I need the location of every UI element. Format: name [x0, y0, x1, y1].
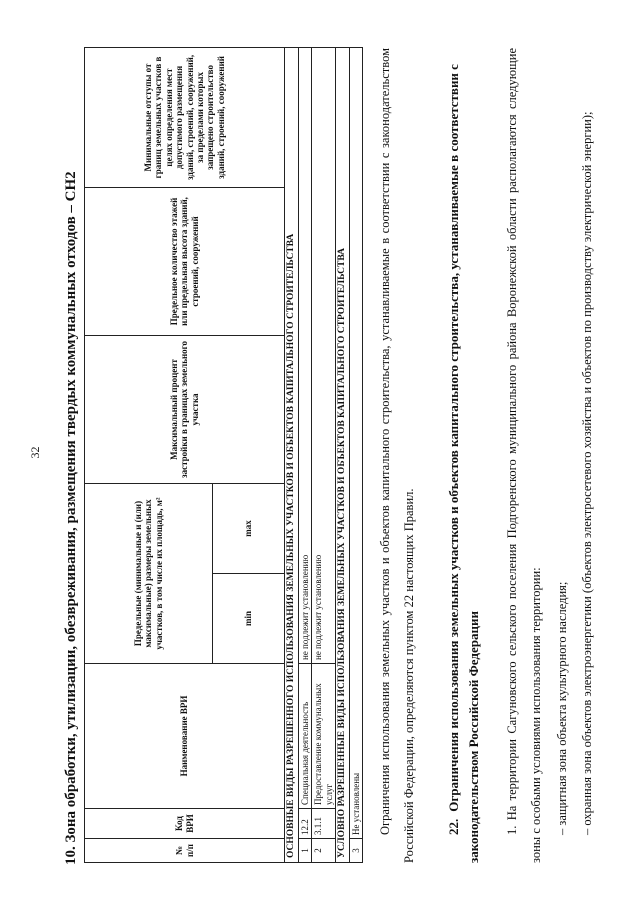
header-max: max: [213, 483, 285, 573]
header-setback: Минимальные отступы от границ земельных участков в целях определения мест допустимого размещения зданий, строений, сооружений, за пределами которых запрещено строительство зданий, строений, сооружений: [85, 47, 285, 187]
row-name: Специальная деятельность: [298, 664, 311, 809]
header-min: min: [213, 574, 285, 664]
page-number: 32: [28, 446, 42, 459]
header-num: № п/п: [85, 839, 285, 863]
section-main-uses: ОСНОВНЫЕ ВИДЫ РАЗРЕШЕННОГО ИСПОЛЬЗОВАНИЯ ЗЕМЕЛЬНЫХ УЧАСТКОВ И ОБЪЕКТОВ КАПИТАЛЬНОГО СТРОИТЕЛЬСТВА: [285, 47, 299, 862]
header-name: Наименование ВРИ: [85, 664, 285, 809]
table-row: [349, 47, 362, 862]
header-code: Код ВРИ: [85, 809, 285, 839]
table-row: [312, 47, 336, 862]
row-num: 1: [298, 839, 311, 863]
regulations-table: [84, 47, 363, 863]
row-value: не подлежит установлению: [312, 47, 336, 663]
section-22-heading: [444, 48, 484, 863]
list-item: – охранная зона объектов электроэнергетики (объектов электросетевого хозяйства и объектов по производству электрической энергии);: [580, 111, 594, 835]
zones-paragraph: 1. На территории Сагуновского сельского поселения Подгоренского муниципального района Воронежской области располагаются следующие зоны с особыми условиями использования территории:: [505, 48, 543, 863]
row-name: Предоставление коммунальных услуг: [312, 664, 336, 809]
row-value: не подлежит установлению: [298, 47, 311, 663]
row-num: 3: [349, 839, 362, 863]
header-area-group: Предельные (минимальные и (или) максимальные) размеры земельных участков, в том числе их площадь, м²: [85, 483, 213, 663]
table-row: [298, 47, 311, 862]
row-num: 2: [312, 839, 336, 863]
row-name: Не установлены: [349, 47, 362, 838]
section-22-text: Ограничения использования земельных участков и объектов капитального строительства, устанавливаемые в соответствии с законодательством Российской Федерации: [446, 64, 481, 863]
row-code: 12.2: [298, 809, 311, 839]
section-conditional-uses: УСЛОВНО РАЗРЕШЕННЫЕ ВИДЫ ИСПОЛЬЗОВАНИЯ ЗЕМЕЛЬНЫХ УЧАСТКОВ И ОБЪЕКТОВ КАПИТАЛЬНОГО СТРОИТЕЛЬСТВА: [335, 47, 349, 862]
restrictions-paragraph: Ограничения использования земельных участков и объектов капитального строительства, устанавливаемые в соответствии с законодательством Российской Федерации, определяются пунктом 22 настоящих Правил.: [378, 48, 416, 863]
page-title: 10. Зона обработки, утилизации, обезвреживания, размещения твердых коммунальных отходов – СН2: [63, 171, 79, 865]
header-floors: Предельное количество этажей или предельная высота зданий, строений, сооружений: [85, 187, 285, 335]
list-item: – защитная зона объекта культурного наследия;: [555, 581, 569, 835]
section-22-number: 22.: [446, 818, 461, 835]
row-code: 3.1.1: [312, 809, 336, 839]
header-percent: Максимальный процент застройки в границах земельного участка: [85, 335, 285, 483]
